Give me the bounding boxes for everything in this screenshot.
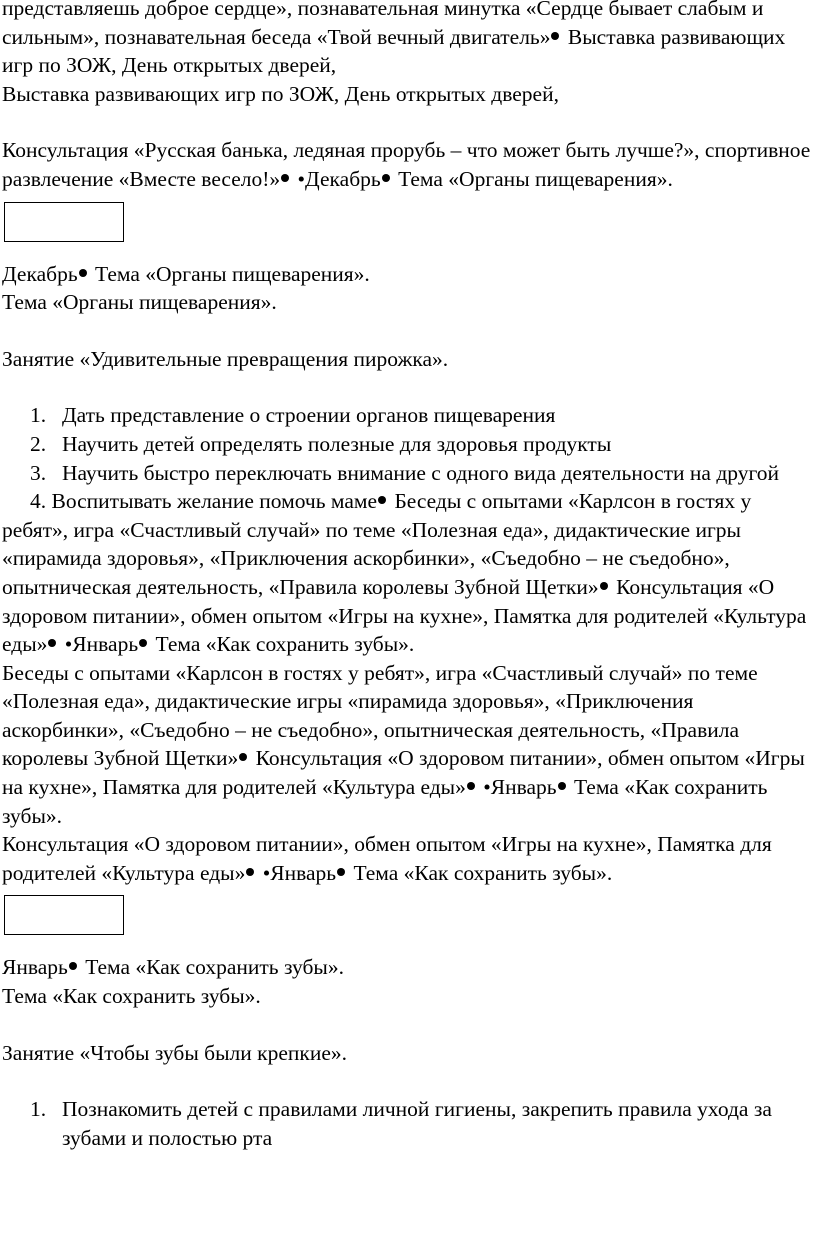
- text-run: •Январь: [257, 860, 337, 885]
- text-run: Консультация «Русская банька, ледяная прорубь – что может быть лучше?», спортивное развлечение «Вместе весело!»: [2, 138, 811, 191]
- paragraph: [2, 659, 814, 831]
- text-run: Тема «Как сохранить зубы».: [150, 632, 415, 657]
- list-item-text: Познакомить детей с правилами личной гигиены, закрепить правила ухода за зубами и полостью рта: [62, 1097, 772, 1150]
- bullet-icon: [246, 868, 254, 876]
- lesson-title: Занятие «Удивительные превращения пирожка».: [2, 346, 449, 371]
- bullet-icon: [139, 639, 147, 647]
- list-item: [2, 1095, 814, 1152]
- paragraph: Тема «Как сохранить зубы».: [2, 984, 261, 1009]
- bullet-icon: [467, 782, 475, 790]
- bullet-icon: [79, 269, 87, 277]
- text-run: Консультация «О здоровом питании», обмен опытом «Игры на кухне», Памятка для родителей «Культура еды»: [2, 832, 772, 885]
- numbered-list: [2, 401, 814, 487]
- paragraph: [2, 260, 814, 289]
- text-run: Консультация «О здоровом питании», обмен опытом «Игры на кухне», Памятка для родителей «Культура еды»: [2, 746, 805, 800]
- bullet-icon: [382, 174, 390, 182]
- numbered-list: [2, 1095, 814, 1152]
- text-run: Тема «Как сохранить зубы».: [348, 860, 613, 885]
- list-number: 2.: [30, 431, 47, 456]
- bullet-icon: [69, 962, 77, 970]
- paragraph: Выставка развивающих игр по ЗОЖ, День открытых дверей,: [2, 81, 559, 106]
- paragraph: [2, 0, 814, 80]
- text-run: Тема «Как сохранить зубы».: [2, 775, 768, 828]
- bullet-icon: [378, 496, 386, 504]
- spacer: [2, 108, 814, 136]
- text-run: Декабрь: [2, 261, 78, 286]
- list-number: 1.: [30, 403, 47, 428]
- text-run: •Январь: [59, 632, 139, 657]
- list-item: [2, 401, 814, 430]
- text-run: Беседы с опытами «Карлсон в гостях у ребят», игра «Счастливый случай» по теме «Полезная еда», дидактические игры «пирамида здоровья», «Приключения аскорбинки», «Съедобно – не съедобно», опытническая деятельность, «Правила королевы Зубной Щетки»: [2, 489, 752, 599]
- spacer: [2, 1067, 814, 1095]
- list-item-text: Дать представление о строении органов пищеварения: [62, 403, 556, 428]
- text-run: Консультация «О здоровом питании», обмен опытом «Игры на кухне», Памятка для родителей «Культура еды»: [2, 574, 807, 657]
- list-number: 3.: [30, 460, 47, 485]
- list-item-text: Научить быстро переключать внимание с одного вида деятельности на другой: [62, 460, 780, 485]
- lesson-title: Занятие «Чтобы зубы были крепкие».: [2, 1040, 347, 1065]
- paragraph: Тема «Органы пищеварения».: [2, 290, 277, 315]
- list-item: [2, 430, 814, 459]
- text-run: Беседы с опытами «Карлсон в гостях у ребят», игра «Счастливый случай» по теме «Полезная еда», дидактические игры «пирамида здоровья», «Приключения аскорбинки», «Съедобно – не съедобно», опытническая деятельность, «Правила королевы Зубной Щетки»: [2, 660, 758, 771]
- text-run: Январь: [2, 955, 68, 980]
- spacer: [2, 317, 814, 345]
- list-number: 1.: [30, 1097, 47, 1122]
- text-run: представляешь доброе сердце», познавательная минутка «Сердце бывает слабым и сильным», познавательная беседа «Твой вечный двигатель»: [2, 0, 764, 49]
- image-placeholder: [4, 202, 124, 242]
- text-run: Выставка развивающих игр по ЗОЖ, День открытых дверей,: [2, 24, 786, 78]
- bullet-icon: [48, 639, 56, 647]
- image-placeholder: [4, 895, 124, 935]
- bullet-icon: [281, 174, 289, 182]
- text-run: Тема «Органы пищеварения».: [392, 166, 673, 191]
- text-run: Тема «Органы пищеварения».: [89, 261, 370, 286]
- paragraph: [2, 136, 814, 193]
- text-run: Тема «Как сохранить зубы».: [79, 955, 344, 980]
- bullet-icon: [600, 582, 608, 590]
- spacer: [2, 373, 814, 401]
- paragraph: [2, 487, 814, 659]
- spacer: [2, 1011, 814, 1039]
- list-item: [2, 459, 814, 488]
- paragraph: [2, 953, 814, 982]
- list-item-text: Научить детей определять полезные для здоровья продукты: [62, 431, 612, 456]
- bullet-icon: [558, 782, 566, 790]
- text-run: •Декабрь: [292, 166, 381, 191]
- text-run: 4. Воспитывать желание помочь маме: [30, 489, 378, 514]
- bullet-icon: [337, 868, 345, 876]
- bullet-icon: [551, 32, 559, 40]
- paragraph: [2, 830, 814, 887]
- text-run: •Январь: [477, 775, 557, 800]
- bullet-icon: [239, 753, 247, 761]
